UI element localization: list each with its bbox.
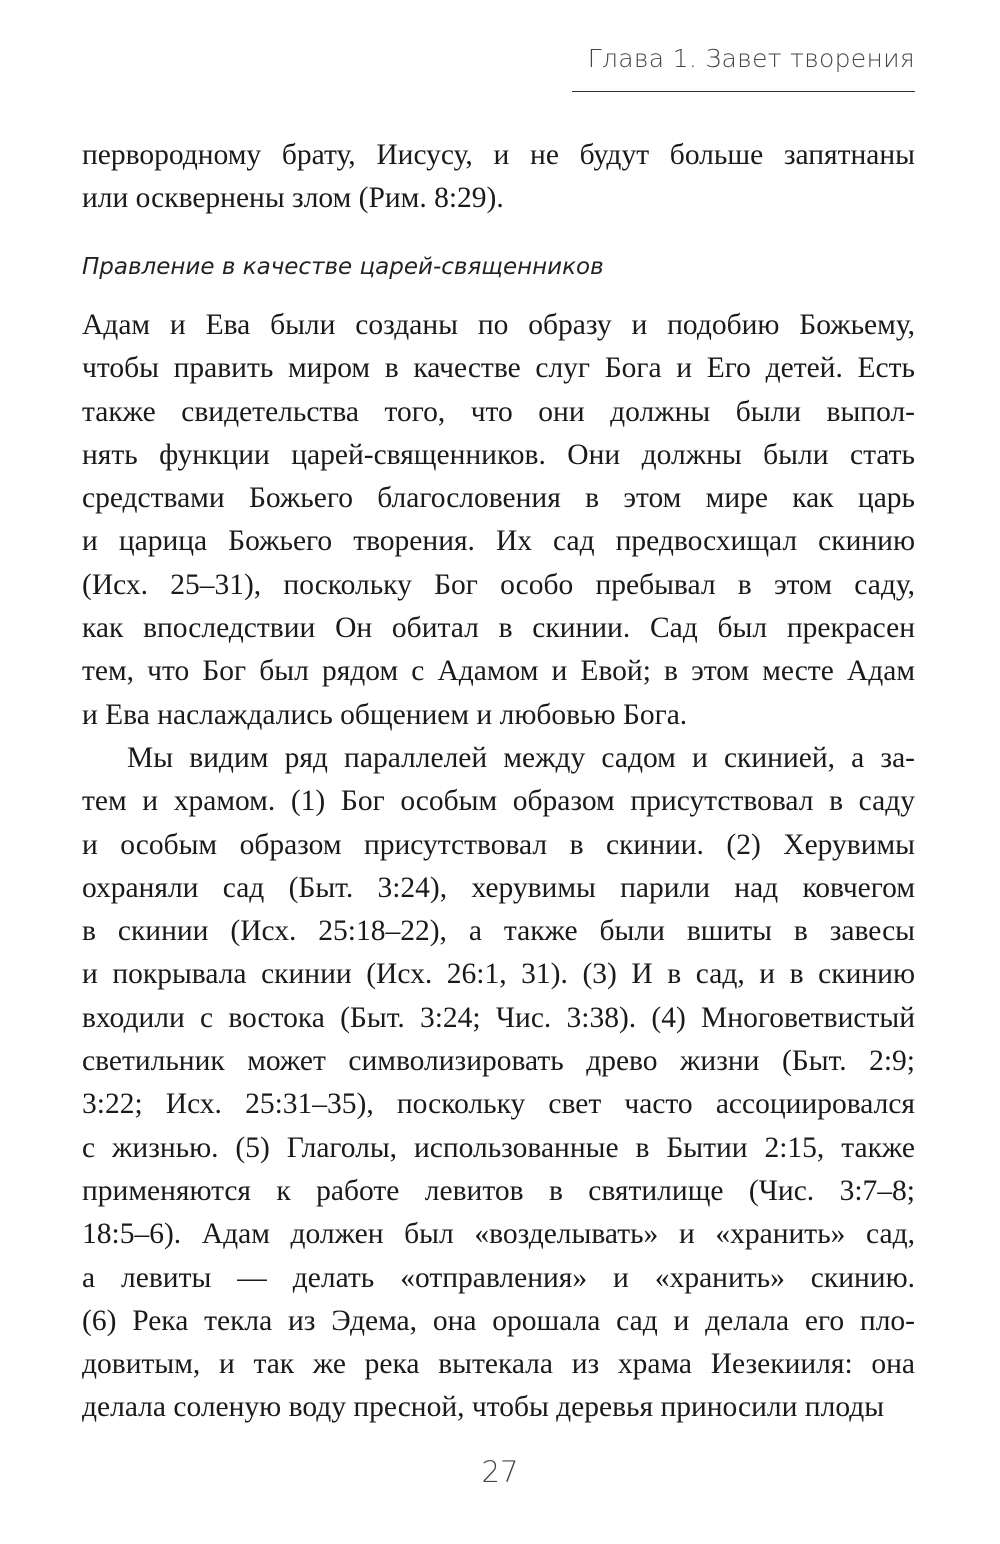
text-line: тем и храмом. (1) Бог особым образом присутствовал в саду [82, 785, 915, 818]
section-subheading: Правление в качестве царей-священников [82, 254, 604, 280]
text-line: и особым образом присутствовал в скинии. (2) Херувимы [82, 828, 915, 861]
text-line: Мы видим ряд параллелей между садом и скинией, а за- [127, 742, 915, 774]
text-line: с жизнью. (5) Глаголы, использованные в Бытии 2:15, также [82, 1131, 915, 1164]
text-line: довитым, и так же река вытекала из храма Иезекииля: она [82, 1348, 915, 1381]
text-line: в скинии (Исх. 25:18–22), а также были вшиты в завесы [82, 915, 915, 948]
text-line: чтобы править миром в качестве слуг Бога и Его детей. Есть [82, 352, 915, 385]
page-number: 27 [481, 1455, 519, 1489]
text-line: делала соленую воду пресной, чтобы деревья приносили плоды [82, 1391, 885, 1424]
text-line: (Исх. 25–31), поскольку Бог особо пребывал в этом саду, [82, 568, 915, 601]
text-line: (6) Река текла из Эдема, она орошала сад и делала его пло- [82, 1304, 915, 1337]
text-line: 3:22; Исх. 25:31–35), поскольку свет часто ассоциировался [82, 1088, 915, 1121]
header-rule [572, 91, 915, 92]
text-line: охраняли сад (Быт. 3:24), херувимы парили над ковчегом [82, 871, 915, 904]
text-line: также свидетельства того, что они должны были выпол- [82, 395, 915, 428]
paragraph-2 [82, 737, 915, 1430]
text-line: 18:5–6). Адам должен был «возделывать» и «хранить» сад, [82, 1218, 915, 1251]
text-line: и царица Божьего творения. Их сад предвосхищал скинию [82, 525, 915, 558]
text-line: Адам и Ева были созданы по образу и подобию Божьему, [82, 309, 915, 341]
running-header: Глава 1. Завет творения [587, 44, 915, 73]
text-line: нять функции царей-священников. Они должны были стать [82, 438, 915, 471]
text-line: или осквернены злом (Рим. 8:29). [82, 182, 504, 215]
text-line: средствами Божьего благословения в этом мире как царь [82, 482, 915, 515]
text-line: входили с востока (Быт. 3:24; Чис. 3:38). (4) Многоветвистый [82, 1001, 915, 1034]
text-line: а левиты — делать «отправления» и «хранить» скинию. [82, 1261, 915, 1294]
text-line: и Ева наслаждались общением и любовью Бога. [82, 698, 688, 731]
continued-paragraph [82, 134, 915, 221]
text-line: применяются к работе левитов в святилище (Чис. 3:7–8; [82, 1174, 915, 1207]
text-line: как впоследствии Он обитал в скинии. Сад был прекрасен [82, 612, 915, 645]
text-line: светильник может символизировать древо жизни (Быт. 2:9; [82, 1045, 915, 1078]
paragraph-1 [82, 304, 915, 737]
text-line: первородному брату, Иисусу, и не будут больше запятнаны [82, 139, 915, 171]
text-line: тем, что Бог был рядом с Адамом и Евой; в этом месте Адам [82, 655, 915, 688]
text-line: и покрывала скинии (Исх. 26:1, 31). (3) И в сад, и в скинию [82, 958, 915, 991]
